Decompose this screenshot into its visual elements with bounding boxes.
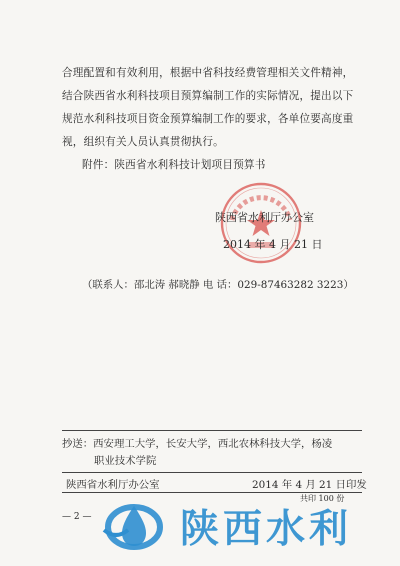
footer-top-rule [62, 430, 362, 431]
issued-date: 2014 年 4 月 21 日印发 [252, 479, 367, 491]
footer-middle-rule [62, 472, 362, 473]
body-line: 结合陕西省水利科技项目预算编制工作的实际情况，提出以下 [62, 90, 354, 102]
attachment-line: 附件：陕西省水利科技计划项目预算书 [82, 159, 266, 171]
body-paragraph [62, 62, 392, 177]
signature-sender: 陕西省水利厅办公室 [215, 211, 314, 224]
print-copies: 共印 100 份 [300, 494, 345, 503]
cc-line: 抄送：西安理工大学，长安大学，西北农林科技大学，杨凌 [62, 438, 333, 450]
watermark-text: 陕西水利 [180, 507, 353, 552]
signature-date: 2014 年 4 月 21 日 [223, 238, 323, 251]
issuer-name: 陕西省水利厅办公室 [66, 479, 160, 491]
body-line: 视，组织有关人员认真贯彻执行。 [62, 136, 224, 148]
page-number: — 2 — [62, 512, 92, 522]
cc-block [62, 436, 362, 470]
contact-info: （联系人：邵北涛 郝晓静 电 话：029-87463282 3223） [82, 279, 354, 291]
water-drop-logo-icon [98, 500, 172, 552]
body-line: 合理配置和有效利用，根据中省科技经费管理相关文件精神， [62, 67, 354, 79]
brand-watermark [98, 500, 352, 552]
cc-line: 职业技术学院 [94, 455, 157, 467]
body-line: 规范水利科技项目资金预算编制工作的要求，各单位要高度重 [62, 113, 354, 125]
